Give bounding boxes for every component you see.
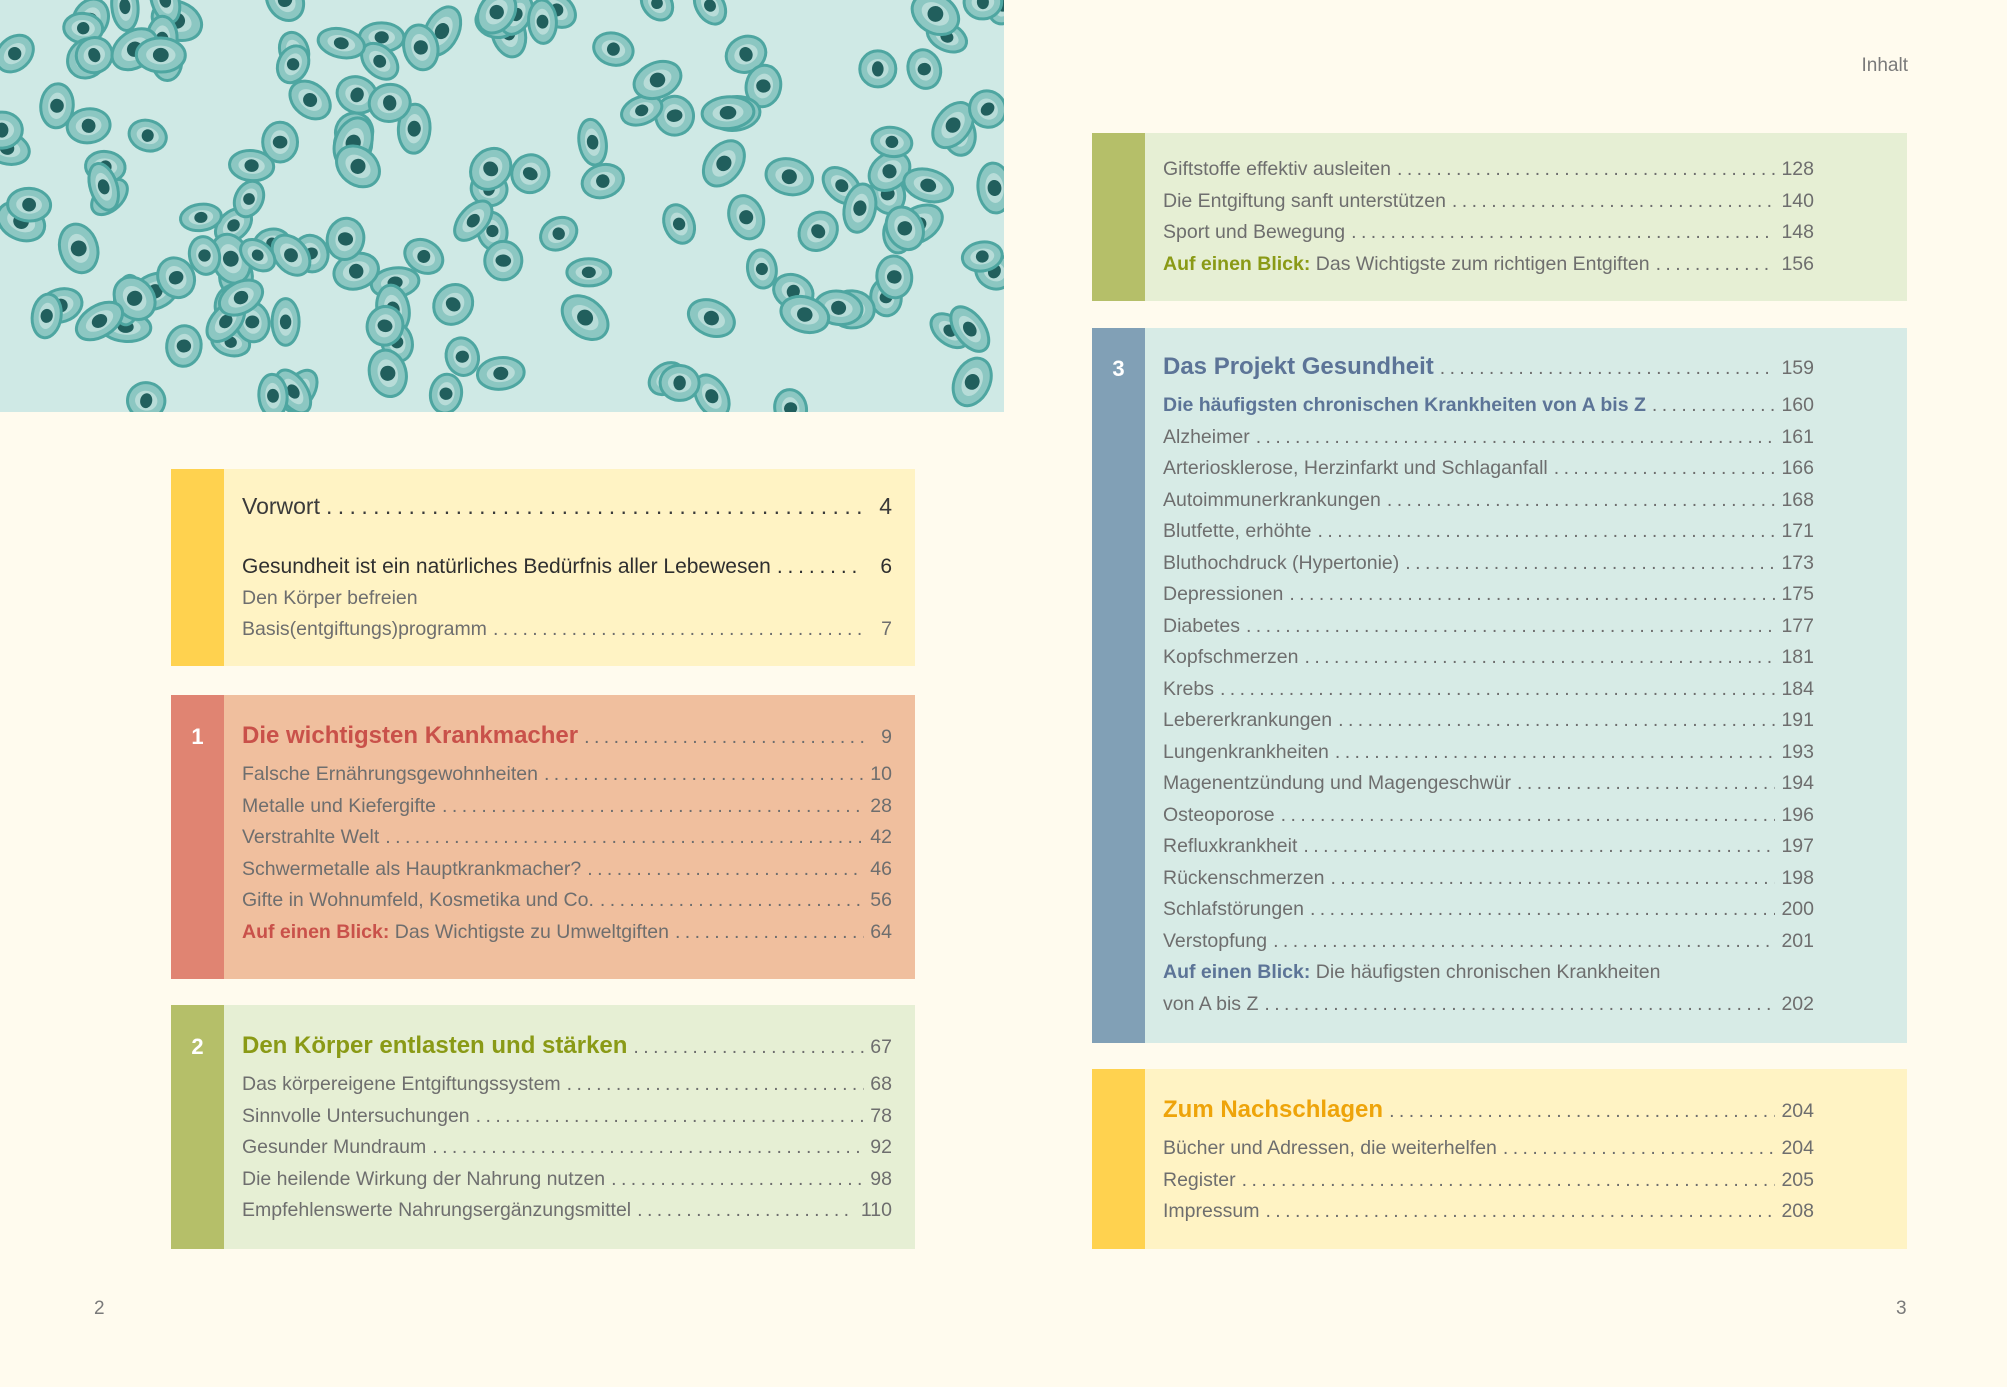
- toc-chapter-1-box: [171, 695, 915, 979]
- toc-entry[interactable]: Gesunder Mundraum . . . 92: [242, 1132, 892, 1164]
- toc-entry[interactable]: Die heilende Wirkung der Nahrung nutzen . . . 98: [242, 1164, 892, 1196]
- toc-entry[interactable]: Impressum . . . 208: [1163, 1196, 1814, 1228]
- toc-entry[interactable]: Rückenschmerzen . . . 198: [1163, 863, 1814, 895]
- toc-entry-gesundheit[interactable]: Gesundheit ist ein natürliches Bedürfnis aller Lebewesen . . . 6: [242, 551, 892, 583]
- blood-cell: [659, 364, 700, 402]
- toc-entry[interactable]: Krebs . . . 184: [1163, 674, 1814, 706]
- chapter-1-entries: [242, 759, 892, 917]
- toc-appendix-box: [1092, 1069, 1907, 1249]
- section-color-bar: [171, 469, 224, 666]
- toc-chapter-2-cont-box: [1092, 133, 1907, 301]
- toc-summary-entry-cont[interactable]: von A bis Z . . . 202: [1163, 989, 1814, 1021]
- toc-entry[interactable]: Kopfschmerzen . . . 181: [1163, 642, 1814, 674]
- blood-cells-photo: [0, 0, 1004, 412]
- toc-entry[interactable]: Depressionen . . . 175: [1163, 579, 1814, 611]
- toc-entry[interactable]: Metalle und Kiefergifte . . . 28: [242, 791, 892, 823]
- toc-entry[interactable]: Verstopfung . . . 201: [1163, 926, 1814, 958]
- blood-cell: [272, 299, 299, 346]
- toc-entry[interactable]: Falsche Ernährungsgewohnheiten . . . 10: [242, 759, 892, 791]
- section-color-bar: [1092, 328, 1145, 1043]
- toc-entry[interactable]: Refluxkrankheit . . . 197: [1163, 831, 1814, 863]
- toc-entry[interactable]: Magenentzündung und Magengeschwür . . . 194: [1163, 768, 1814, 800]
- blood-cell: [262, 122, 297, 162]
- toc-entry[interactable]: Lebererkrankungen . . . 191: [1163, 705, 1814, 737]
- toc-entry[interactable]: Sinnvolle Untersuchungen . . . 78: [242, 1101, 892, 1133]
- toc-chapter-2-title[interactable]: Den Körper entlasten und stärken . . . 67: [242, 1023, 892, 1069]
- blood-cell: [859, 51, 896, 88]
- chapter-2-entries: [242, 1069, 892, 1227]
- chapter-number: 3: [1112, 356, 1125, 381]
- toc-entry[interactable]: Blutfette, erhöhte . . . 171: [1163, 516, 1814, 548]
- toc-intro-box: [171, 469, 915, 666]
- toc-entry[interactable]: Giftstoffe effektiv ausleiten . . . 128: [1163, 154, 1814, 186]
- toc-chapter-2-box: [171, 1005, 915, 1249]
- toc-entry[interactable]: Register . . . 205: [1163, 1165, 1814, 1197]
- toc-entry[interactable]: Gifte in Wohnumfeld, Kosmetika und Co. . . . 56: [242, 885, 892, 917]
- toc-entry[interactable]: Die Entgiftung sanft unterstützen . . . 140: [1163, 186, 1814, 218]
- toc-entry[interactable]: Alzheimer . . . 161: [1163, 422, 1814, 454]
- toc-entry[interactable]: Schwermetalle als Hauptkrankmacher? . . . 46: [242, 854, 892, 886]
- toc-entry-basisprogramm[interactable]: Basis(entgiftungs)programm . . . 7: [242, 614, 892, 646]
- toc-entry[interactable]: Bluthochdruck (Hypertonie) . . . 173: [1163, 548, 1814, 580]
- toc-subtitle: Den Körper befreien: [242, 586, 418, 609]
- chapter-number: 1: [191, 724, 204, 749]
- toc-chapter-3-box: [1092, 328, 1907, 1043]
- toc-entry[interactable]: Arteriosklerose, Herzinfarkt und Schlaganfall . . . 166: [1163, 453, 1814, 485]
- chapter-number: 2: [191, 1034, 204, 1059]
- blood-cell: [7, 187, 52, 222]
- toc-entry[interactable]: Bücher und Adressen, die weiterhelfen . . . 204: [1163, 1133, 1814, 1165]
- page-number-right: 3: [1896, 1298, 1907, 1319]
- toc-summary-entry[interactable]: Auf einen Blick: Das Wichtigste zum richtigen Entgiften . . . 156: [1163, 249, 1814, 281]
- toc-entry[interactable]: Verstrahlte Welt . . . 42: [242, 822, 892, 854]
- blood-cell: [527, 0, 557, 44]
- toc-entry[interactable]: Diabetes . . . 177: [1163, 611, 1814, 643]
- page-header-label: Inhalt: [1861, 55, 1908, 76]
- toc-subheading-entry[interactable]: Die häufigsten chronischen Krankheiten von A bis Z . . . 160: [1163, 390, 1814, 422]
- toc-entry[interactable]: Sport und Bewegung . . . 148: [1163, 217, 1814, 249]
- toc-entry[interactable]: Empfehlenswerte Nahrungsergänzungsmittel . . . 110: [242, 1195, 892, 1227]
- toc-entry[interactable]: Autoimmunerkrankungen . . . 168: [1163, 485, 1814, 517]
- toc-chapter-3-title[interactable]: Das Projekt Gesundheit . . . 159: [1163, 344, 1814, 390]
- toc-chapter-1-title[interactable]: Die wichtigsten Krankmacher . . . 9: [242, 713, 892, 759]
- toc-entry[interactable]: Schlafstörungen . . . 200: [1163, 894, 1814, 926]
- toc-summary-entry[interactable]: Auf einen Blick: Die häufigsten chronischen Krankheiten: [1163, 961, 1661, 983]
- toc-entry[interactable]: Lungenkrankheiten . . . 193: [1163, 737, 1814, 769]
- section-color-bar: [1092, 133, 1145, 301]
- toc-summary-entry[interactable]: Auf einen Blick: Das Wichtigste zu Umweltgiften . . . 64: [242, 917, 892, 949]
- toc-entry[interactable]: Osteoporose . . . 196: [1163, 800, 1814, 832]
- blood-cell: [136, 38, 186, 73]
- toc-entry[interactable]: Das körpereigene Entgiftungssystem . . . 68: [242, 1069, 892, 1101]
- blood-cells-image: [0, 0, 1004, 412]
- chapter-2-cont-entries: [1163, 154, 1814, 249]
- appendix-entries: [1163, 1133, 1814, 1228]
- toc-entry-vorwort[interactable]: Vorwort . . . 4: [242, 488, 892, 524]
- section-color-bar: [1092, 1069, 1145, 1249]
- page-number-left: 2: [94, 1298, 105, 1319]
- chapter-3-entries: [1163, 422, 1814, 958]
- toc-appendix-title[interactable]: Zum Nachschlagen . . . 204: [1163, 1087, 1814, 1133]
- blood-cell: [567, 259, 611, 286]
